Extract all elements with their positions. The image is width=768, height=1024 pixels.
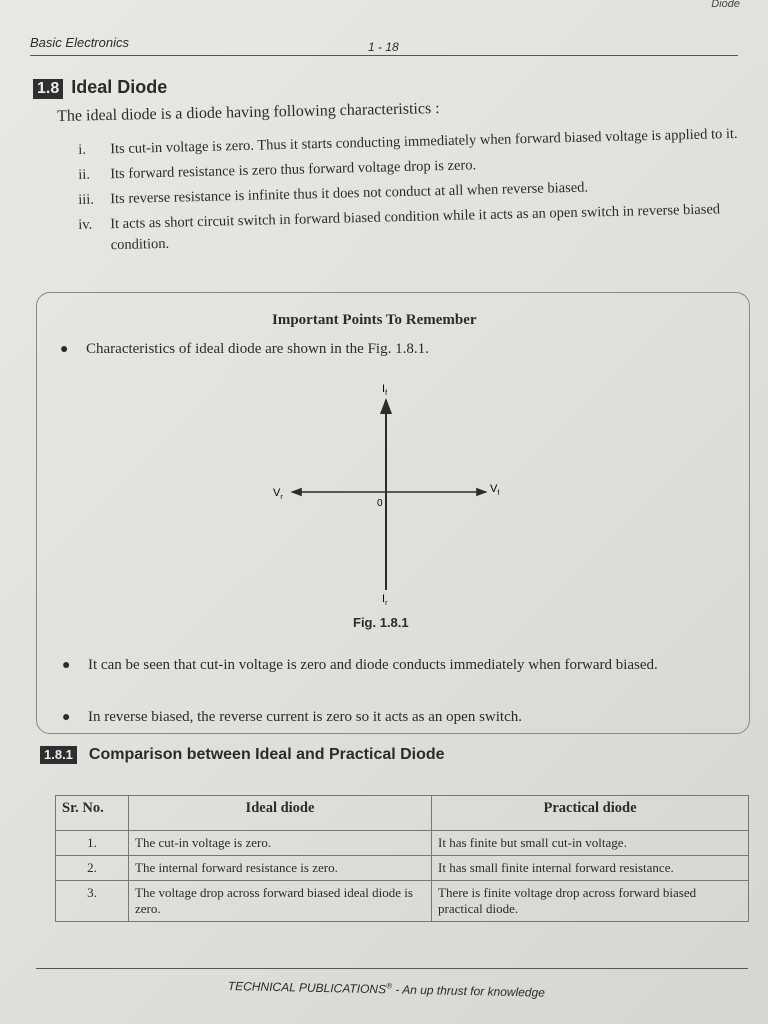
column-header: Sr. No. [56,796,129,831]
table-cell: 2. [56,856,129,881]
column-header: Practical diode [432,796,749,831]
section-title: Ideal Diode [71,77,168,97]
footer [228,978,545,1000]
bullet-icon: ● [62,658,71,673]
figure-caption: Fig. 1.8.1 [353,615,409,630]
book-title: Basic Electronics [30,35,129,50]
list-item-text: Its forward resistance is zero thus forward voltage drop is zero. [110,157,477,183]
table-cell: The cut-in voltage is zero. [129,831,432,856]
table-cell: There is finite voltage drop across forward biased practical diode. [432,881,749,922]
list-item-number: i. [78,141,87,158]
footer-tagline: - An up thrust for knowledge [391,982,546,1000]
table-cell: The voltage drop across forward biased ideal diode is zero. [129,881,432,922]
registered-mark: ® [386,981,393,991]
bullet-point [62,655,762,676]
list-item-text: Its cut-in voltage is zero. Thus it starts conducting immediately when forward biased voltage is applied to it. [110,125,738,158]
page-number: 1 - 18 [368,40,399,54]
bullet-icon: ● [60,342,69,357]
table-cell: It has finite but small cut-in voltage. [432,831,749,856]
section-number: 1.8 [33,79,63,99]
table-row [56,856,749,881]
forward-voltage-label: $V_f$ [490,483,500,497]
section-intro: The ideal diode is a diode having following characteristics : [57,99,440,125]
header-rule [30,55,738,56]
characteristics-list [78,125,748,261]
table-row [56,831,749,856]
table-cell: 3. [56,881,129,922]
reverse-current-label: $I_r$ [382,593,388,607]
comparison-table [55,795,749,922]
table-cell: The internal forward resistance is zero. [129,856,432,881]
bullet-text: In reverse biased, the reverse current is zero so it acts as an open switch. [88,709,522,725]
table-cell: It has small finite internal forward resistance. [432,856,749,881]
ideal-diode-characteristic-figure [240,370,540,610]
list-item-number: iii. [78,191,95,208]
subsection-heading [40,746,445,764]
subsection-number: 1.8.1 [40,746,77,764]
subsection-title: Comparison between Ideal and Practical Diode [88,746,445,763]
list-item-text: Its reverse resistance is infinite thus it does not conduct at all when reverse biased. [110,179,589,208]
bullet-icon: ● [62,710,71,725]
bullet-text: It can be seen that cut-in voltage is zero and diode conducts immediately when forward biased. [88,657,658,673]
publisher-name: TECHNICAL PUBLICATIONS [227,978,387,997]
important-points-title: Important Points To Remember [272,312,477,328]
bullet-text: Characteristics of ideal diode are shown in the Fig. 1.8.1. [86,341,429,357]
chapter-label: Diode [711,0,740,10]
forward-current-label: $I_f$ [382,383,388,397]
footer-rule [36,968,748,969]
table-row [56,881,749,922]
bullet-point [60,339,660,360]
table-cell: 1. [56,831,129,856]
list-item-number: iv. [78,216,93,233]
list-item-number: ii. [78,166,91,183]
section-heading [33,77,167,99]
list-item-text: It acts as short circuit switch in forward biased condition while it acts as an open switch in reverse biased condition. [110,201,721,254]
reverse-voltage-label: $V_r$ [273,487,283,501]
origin-label: 0 [377,498,383,509]
table-header-row [56,796,749,831]
bullet-point [62,707,742,728]
column-header: Ideal diode [129,796,432,831]
